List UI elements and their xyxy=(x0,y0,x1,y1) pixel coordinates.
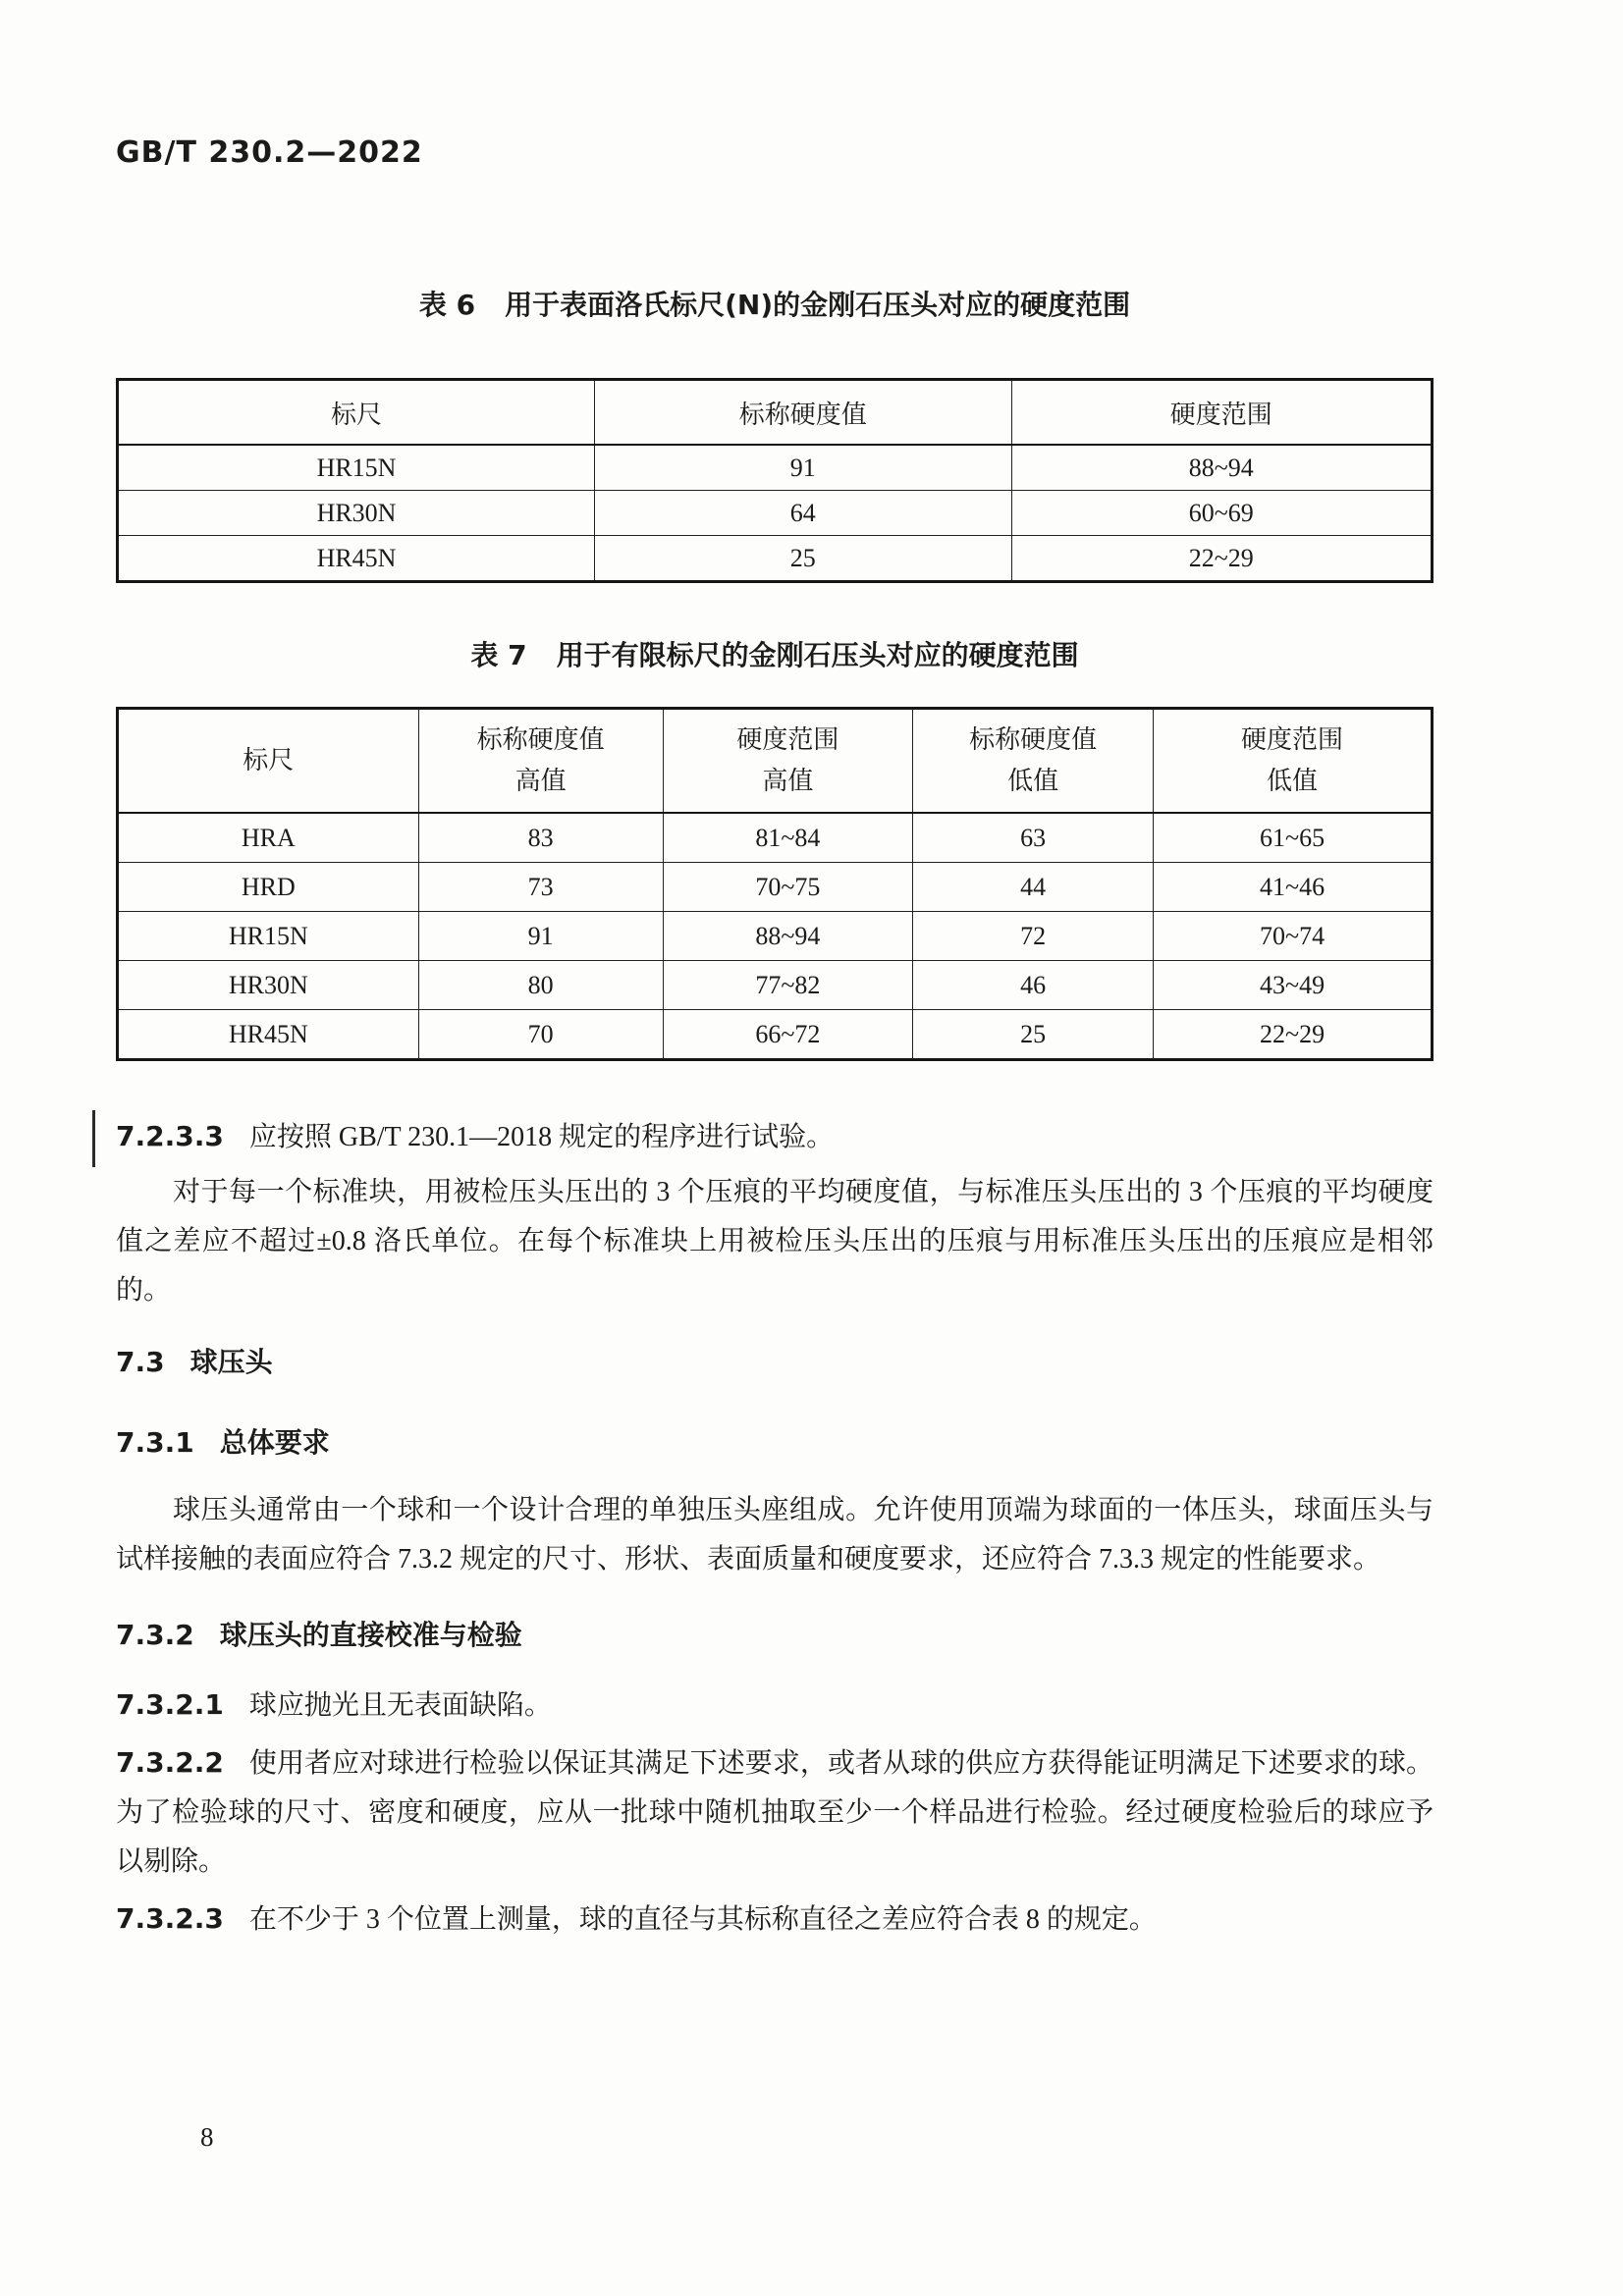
column-header xyxy=(913,709,1154,814)
table-cell: 70~74 xyxy=(1154,912,1433,961)
column-header xyxy=(118,709,419,814)
table-row xyxy=(118,813,1433,863)
table-cell: 88~94 xyxy=(663,912,912,961)
table-cell: 22~29 xyxy=(1154,1010,1433,1060)
clause-text: 在不少于 3 个位置上测量，球的直径与其标称直径之差应符合表 8 的规定。 xyxy=(248,1904,1157,1935)
section-heading-7.3 xyxy=(116,1341,1434,1380)
table-cell: 66~72 xyxy=(663,1010,912,1060)
table-cell: 81~84 xyxy=(663,813,912,863)
column-header-line: 低值 xyxy=(1007,767,1059,795)
table-row xyxy=(118,1010,1433,1060)
page-content xyxy=(116,0,1434,1945)
column-header-line: 高值 xyxy=(762,767,814,795)
table-row xyxy=(118,445,1433,491)
table-cell: 64 xyxy=(595,491,1011,536)
table7-title xyxy=(116,634,1434,673)
table-cell: 25 xyxy=(913,1010,1154,1060)
column-header-line: 硬度范围 xyxy=(736,725,839,754)
table-cell: 22~29 xyxy=(1011,536,1433,582)
table-cell: HR15N xyxy=(118,912,419,961)
table-cell: HR45N xyxy=(118,536,595,582)
table7-title-text: 用于有限标尺的金刚石压头对应的硬度范围 xyxy=(556,639,1079,671)
clause-7.3.2.2 xyxy=(116,1738,1434,1887)
heading-number: 7.3.1 xyxy=(116,1426,194,1459)
column-header-line: 硬度范围 xyxy=(1241,725,1344,754)
heading-text: 球压头的直接校准与检验 xyxy=(219,1619,522,1651)
table6-title-text: 用于表面洛氏标尺(N)的金刚石压头对应的硬度范围 xyxy=(505,289,1131,321)
table-cell: 63 xyxy=(913,813,1154,863)
table-cell: HR30N xyxy=(118,491,595,536)
table-cell: HRD xyxy=(118,863,419,912)
column-header-line: 标尺 xyxy=(243,746,295,774)
table6-label: 表 6 xyxy=(418,289,476,321)
column-header: 标称硬度值 xyxy=(595,380,1011,446)
clause-number: 7.3.2.3 xyxy=(116,1902,224,1935)
heading-number: 7.3 xyxy=(116,1346,165,1378)
table-cell: 46 xyxy=(913,961,1154,1010)
table-cell: HRA xyxy=(118,813,419,863)
column-header xyxy=(663,709,912,814)
table-row xyxy=(118,863,1433,912)
heading-text: 总体要求 xyxy=(219,1426,330,1459)
table-cell: 83 xyxy=(418,813,663,863)
table-cell: 44 xyxy=(913,863,1154,912)
table-row xyxy=(118,536,1433,582)
paragraph: 球压头通常由一个球和一个设计合理的单独压头座组成。允许使用顶端为球面的一体压头，球面压头与试样接触的表面应符合 7.3.2 规定的尺寸、形状、表面质量和硬度要求，还应符合 7.3.3 规定的性能要求。 xyxy=(116,1495,1434,1575)
clause-7.3.2.3 xyxy=(116,1895,1434,1945)
table6-title xyxy=(116,284,1434,323)
table-cell: 70 xyxy=(418,1010,663,1060)
clause-text: 使用者应对球进行检验以保证其满足下述要求，或者从球的供应方获得能证明满足下述要求的球。为了检验球的尺寸、密度和硬度，应从一批球中随机抽取至少一个样品进行检验。经过硬度检验后的球应予以剔除。 xyxy=(116,1748,1434,1877)
table-cell: 60~69 xyxy=(1011,491,1433,536)
table-cell: 25 xyxy=(595,536,1011,582)
column-header-line: 高值 xyxy=(514,767,567,795)
column-header: 硬度范围 xyxy=(1011,380,1433,446)
change-bar-marker xyxy=(92,1110,95,1167)
table-cell: HR30N xyxy=(118,961,419,1010)
column-header-line: 标称硬度值 xyxy=(476,725,605,754)
column-header xyxy=(418,709,663,814)
table-row xyxy=(118,491,1433,536)
section-heading-7.3.2 xyxy=(116,1614,1434,1653)
heading-text: 球压头 xyxy=(189,1346,273,1378)
clause-7.3.2.1 xyxy=(116,1681,1434,1731)
clause-number: 7.2.3.3 xyxy=(116,1120,224,1152)
page-number: 8 xyxy=(200,2122,214,2152)
table-cell: 41~46 xyxy=(1154,863,1433,912)
section-heading-7.3.1 xyxy=(116,1421,1434,1461)
paragraph: 对于每一个标准块，用被检压头压出的 3 个压痕的平均硬度值，与标准压头压出的 3 个压痕的平均硬度值之差应不超过±0.8 洛氏单位。在每个标准块上用被检压头压出的压痕与用标准压头压出的压痕应是相邻的。 xyxy=(116,1177,1434,1306)
table-cell: 73 xyxy=(418,863,663,912)
table7-header-row xyxy=(118,709,1433,814)
table-cell: 70~75 xyxy=(663,863,912,912)
table-cell: 80 xyxy=(418,961,663,1010)
standard-number: GB/T 230.2—2022 xyxy=(116,135,423,170)
clause-number: 7.3.2.2 xyxy=(116,1746,224,1779)
table7 xyxy=(116,707,1434,1061)
table6 xyxy=(116,378,1434,583)
heading-number: 7.3.2 xyxy=(116,1619,194,1651)
table-cell: 61~65 xyxy=(1154,813,1433,863)
column-header-line: 低值 xyxy=(1267,767,1319,795)
clause-number: 7.3.2.1 xyxy=(116,1688,224,1721)
table-cell: 43~49 xyxy=(1154,961,1433,1010)
table7-label: 表 7 xyxy=(470,639,527,671)
table-cell: 88~94 xyxy=(1011,445,1433,491)
table-cell: 72 xyxy=(913,912,1154,961)
clause-7.2.3.3 xyxy=(116,1112,1434,1162)
clause-text: 球应抛光且无表面缺陷。 xyxy=(248,1690,552,1721)
table6-header-row xyxy=(118,380,1433,446)
column-header xyxy=(1154,709,1433,814)
table-row xyxy=(118,912,1433,961)
table-cell: 91 xyxy=(418,912,663,961)
table-row xyxy=(118,961,1433,1010)
table-cell: HR45N xyxy=(118,1010,419,1060)
table-cell: HR15N xyxy=(118,445,595,491)
column-header: 标尺 xyxy=(118,380,595,446)
clause-text: 应按照 GB/T 230.1—2018 规定的程序进行试验。 xyxy=(248,1122,835,1152)
table-cell: 77~82 xyxy=(663,961,912,1010)
column-header-line: 标称硬度值 xyxy=(969,725,1098,754)
table-cell: 91 xyxy=(595,445,1011,491)
